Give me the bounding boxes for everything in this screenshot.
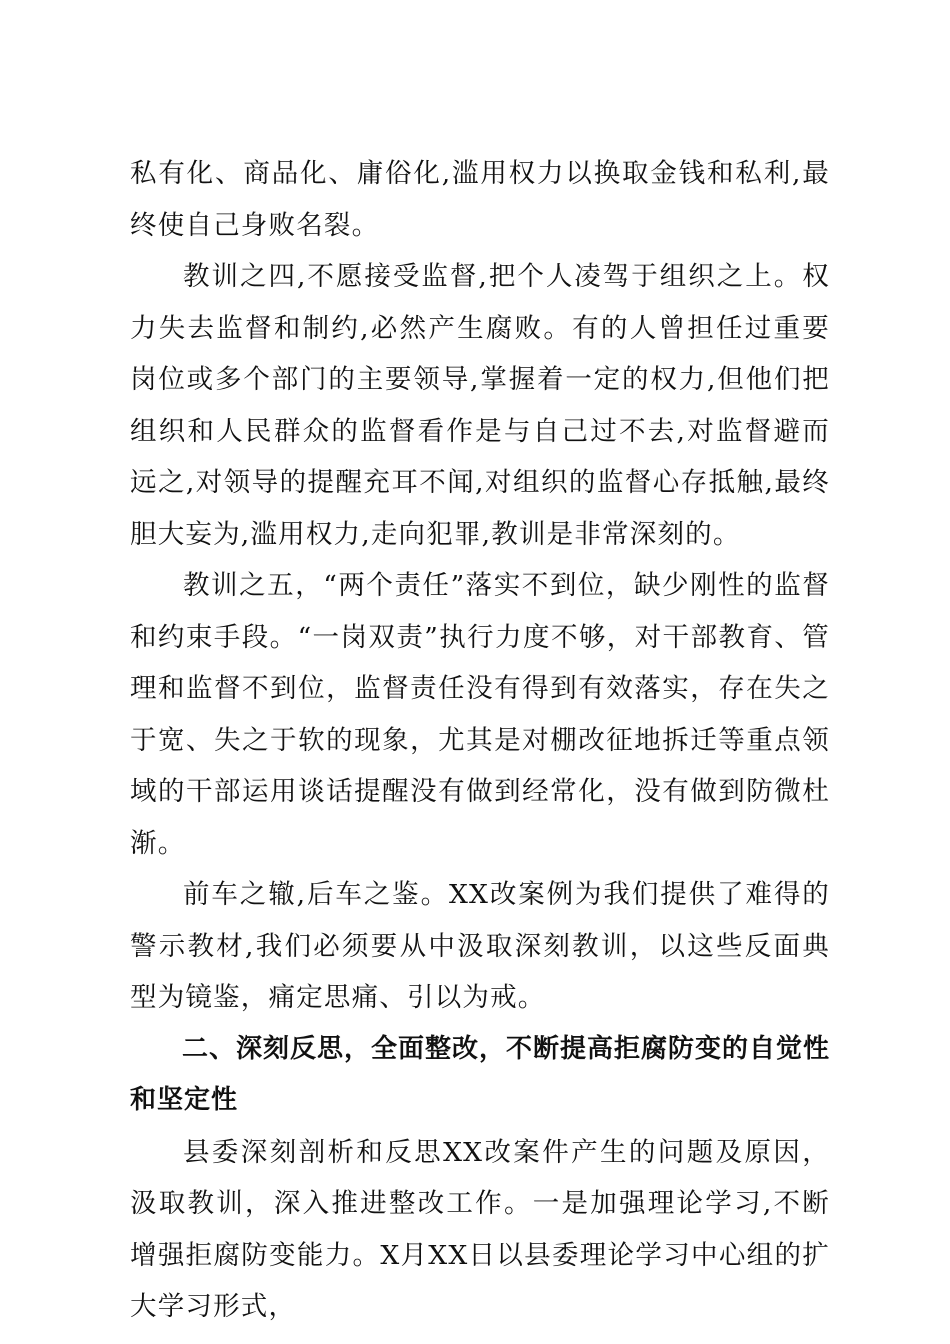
paragraph-continuation: 私有化、商品化、庸俗化,滥用权力以换取金钱和私利,最终使自己身败名裂。: [130, 158, 830, 241]
paragraph-lesson-four: 教训之四,不愿接受监督,把个人凌驾于组织之上。权力失去监督和制约,必然产生腐败。有的人曾担任过重要岗位或多个部门的主要领导,掌握着一定的权力,但他们把组织和人民群众的监督看作是与自己过不去,对监督避而远之,对领导的提醒充耳不闻,对组织的监督心存抵触,最终胆大妄为,滥用权力,走向犯罪,教训是非常深刻的。: [130, 261, 830, 550]
document-body: [130, 148, 830, 1333]
paragraph-rectification: 县委深刻剖析和反思XX改案件产生的问题及原因，汲取教训，深入推进整改工作。一是加强理论学习,不断增强拒腐防变能力。X月XX日以县委理论学习中心组的扩大学习形式，: [130, 1136, 830, 1322]
paragraph-warning: 前车之辙,后车之鉴。XX改案例为我们提供了难得的警示教材,我们必须要从中汲取深刻教训，以这些反面典型为镜鉴，痛定思痛、引以为戒。: [130, 879, 830, 1013]
section-heading: 二、深刻反思，全面整改，不断提高拒腐防变的自觉性和坚定性: [130, 1033, 831, 1115]
paragraph-lesson-five: 教训之五，“两个责任”落实不到位，缺少刚性的监督和约束手段。“一岗双责”执行力度不够，对干部教育、管理和监督不到位，监督责任没有得到有效落实，存在失之于宽、失之于软的现象，尤其是对棚改征地拆迁等重点领域的干部运用谈话提醒没有做到经常化，没有做到防微杜渐。: [130, 570, 830, 859]
